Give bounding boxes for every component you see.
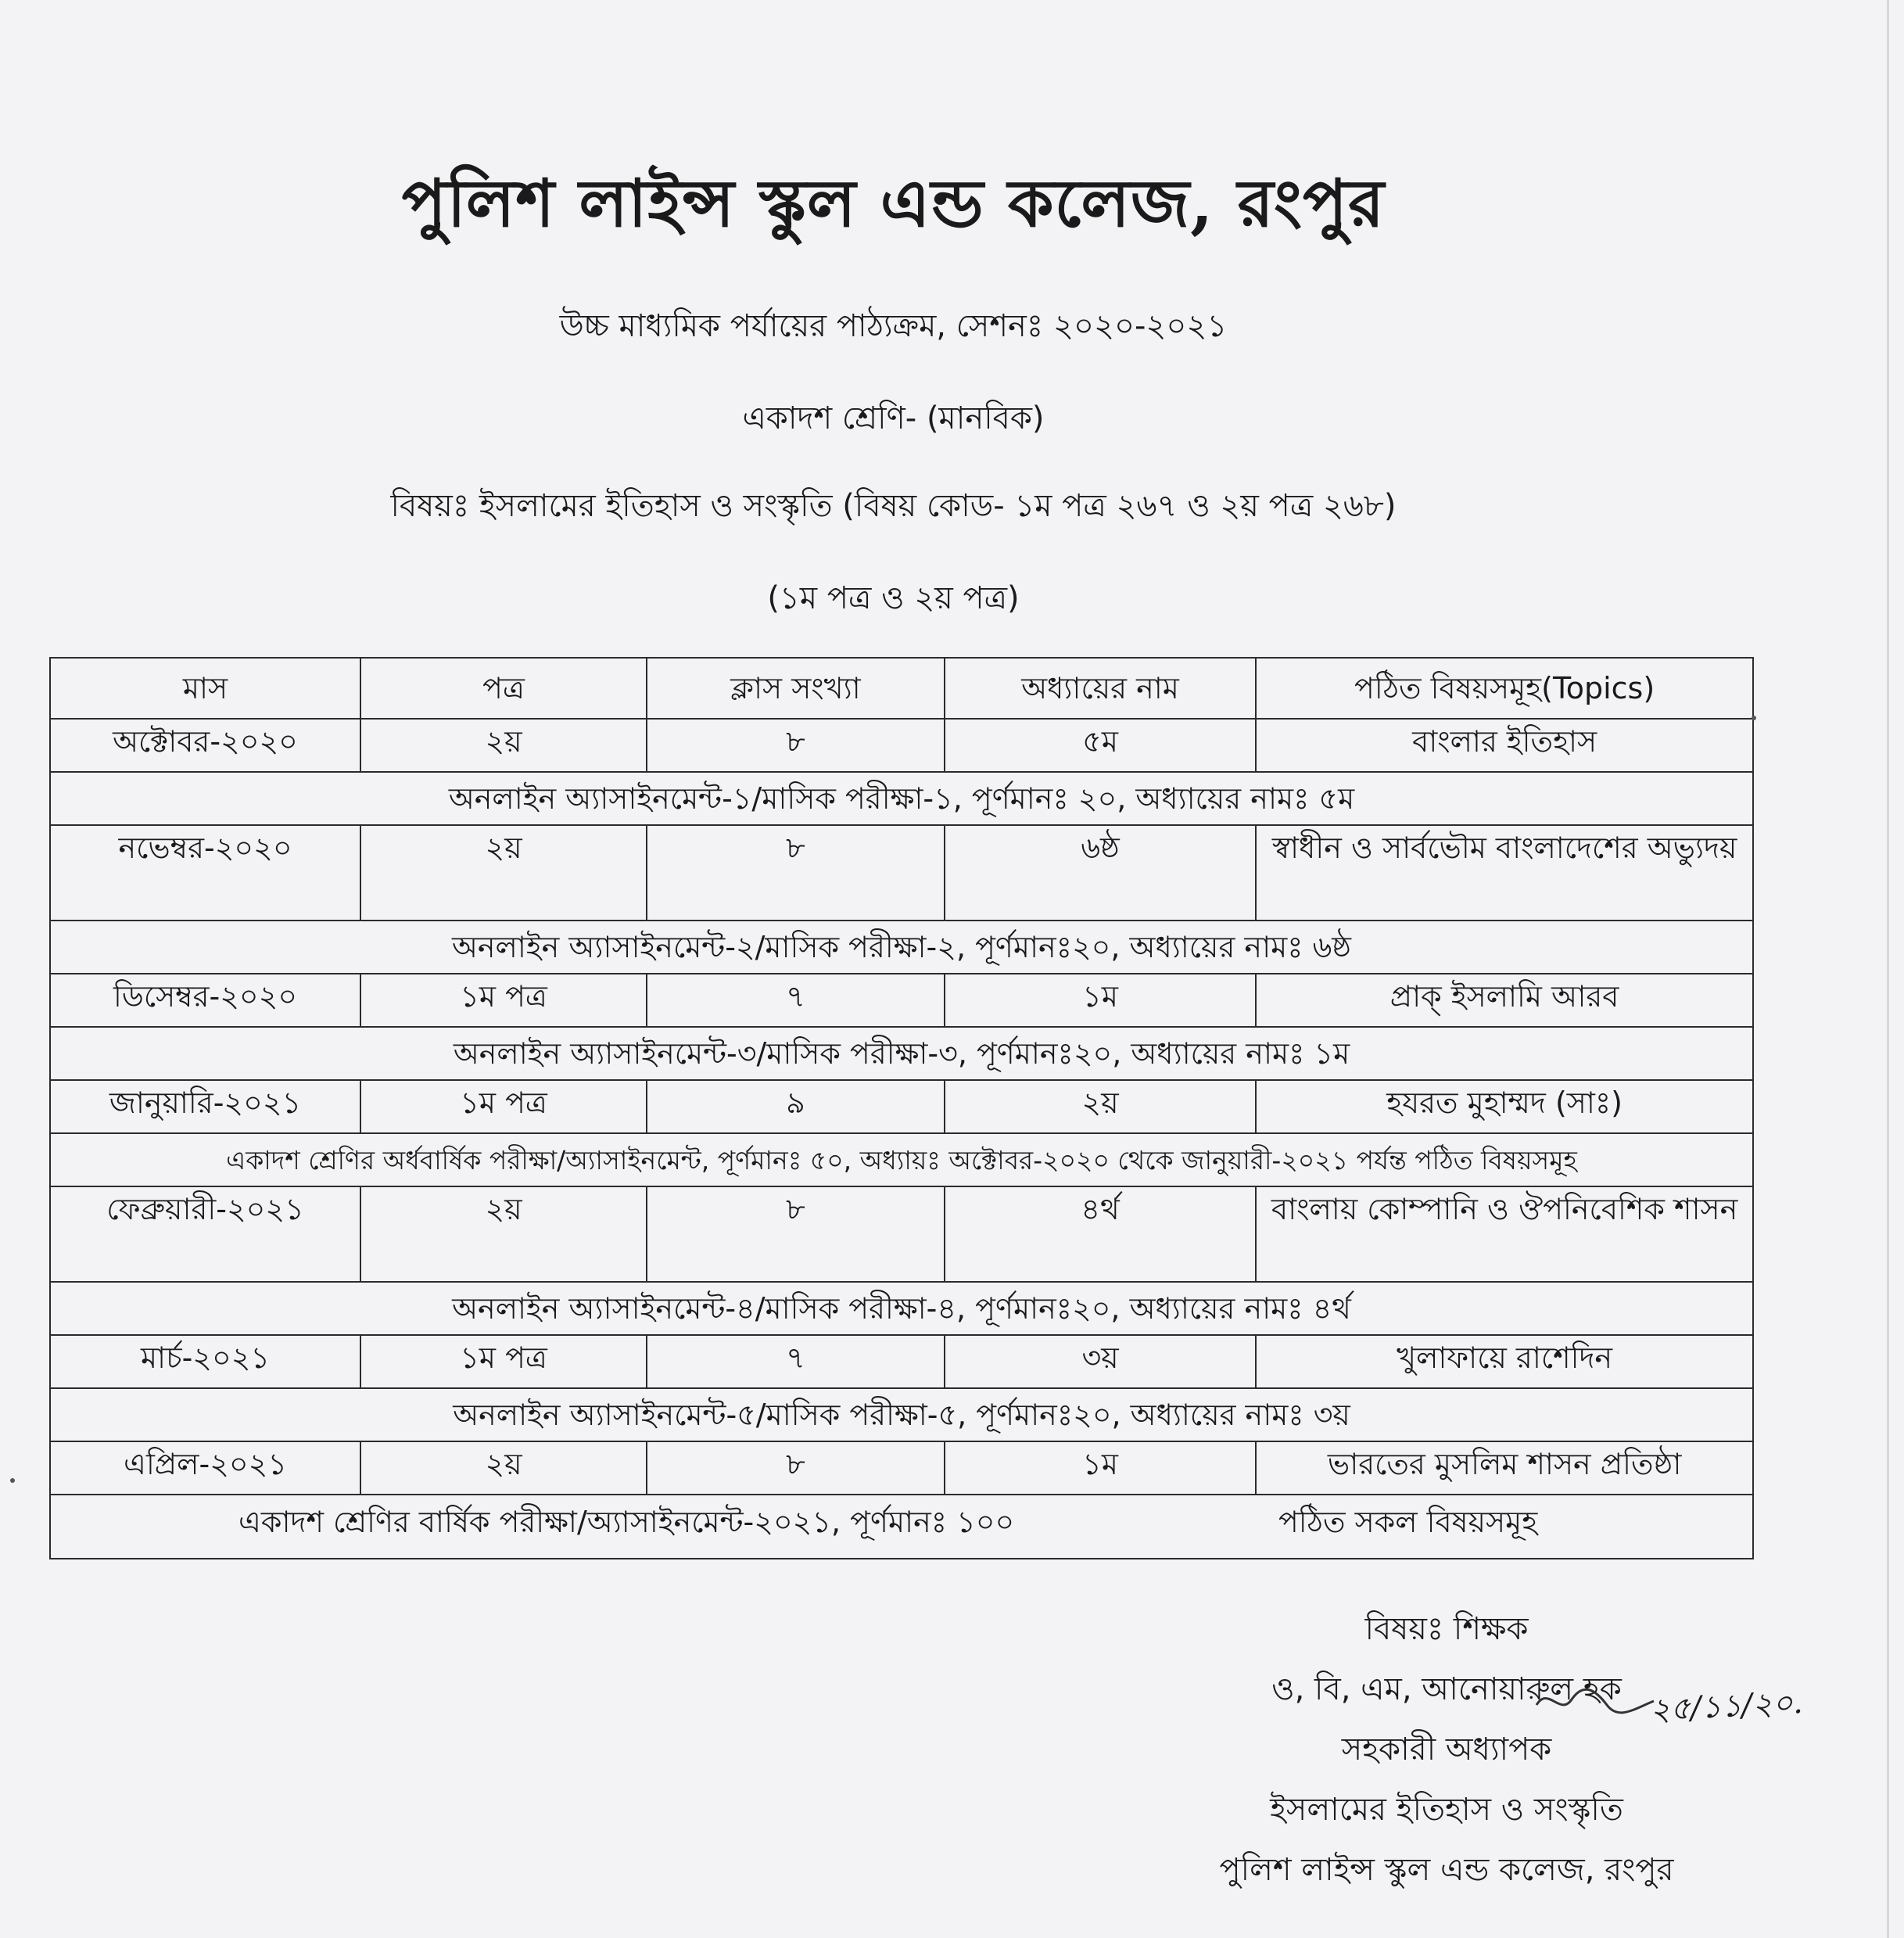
syllabus-table (49, 657, 1754, 1559)
header-chapter: অধ্যায়ের নাম (945, 658, 1256, 719)
header-classes: ক্লাস সংখ্যা (647, 658, 945, 719)
cell-paper: ১ম পত্র (360, 1335, 647, 1388)
table-row (50, 1186, 1753, 1282)
papers-line: (১ম পত্র ও ২য় পত্র) (767, 580, 1020, 616)
cell-topic: বাংলার ইতিহাস (1256, 719, 1753, 772)
speck (10, 1478, 15, 1483)
cell-topic: ভারতের মুসলিম শাসন প্রতিষ্ঠা (1256, 1441, 1753, 1495)
cell-topic: স্বাধীন ও সার্বভৌম বাংলাদেশের অভ্যুদয় (1256, 825, 1753, 921)
assessment-row (50, 772, 1753, 825)
cell-chapter: ৪র্থ (945, 1186, 1256, 1282)
assessment-row (50, 921, 1753, 974)
cell-paper: ১ম পত্র (360, 974, 647, 1027)
cell-month: ফেব্রুয়ারী-২০২১ (50, 1186, 360, 1282)
table-row (50, 1080, 1753, 1133)
cell-assessment: অনলাইন অ্যাসাইনমেন্ট-২/মাসিক পরীক্ষা-২, পূর্ণমানঃ২০, অধ্যায়ের নামঃ ৬ষ্ঠ (50, 921, 1753, 974)
cell-classes: ৯ (647, 1080, 945, 1133)
table-row (50, 974, 1753, 1027)
signature-date: ২৫/১১/২০. (1648, 1684, 1804, 1729)
teacher-department: ইসলামের ইতিহাস ও সংস্কৃতি (1270, 1792, 1623, 1828)
teacher-institution: পুলিশ লাইন্স স্কুল এন্ড কলেজ, রংপুর (1219, 1852, 1674, 1888)
table-row (50, 1335, 1753, 1388)
speck (1752, 716, 1756, 720)
cell-final-exam (50, 1495, 1753, 1559)
cell-month: অক্টোবর-২০২০ (50, 719, 360, 772)
cell-month: নভেম্বর-২০২০ (50, 825, 360, 921)
cell-topic: খুলাফায়ে রাশেদিন (1256, 1335, 1753, 1388)
assessment-row (50, 1027, 1753, 1080)
cell-classes: ৮ (647, 1441, 945, 1495)
cell-assessment: অনলাইন অ্যাসাইনমেন্ট-৫/মাসিক পরীক্ষা-৫, পূর্ণমানঃ২০, অধ্যায়ের নামঃ ৩য় (50, 1388, 1753, 1441)
table-header-row (50, 658, 1753, 719)
teacher-name: ও, বি, এম, আনোয়ারুল হক (1271, 1671, 1622, 1707)
cell-month: মার্চ-২০২১ (50, 1335, 360, 1388)
cell-topic: হযরত মুহাম্মদ (সাঃ) (1256, 1080, 1753, 1133)
table-row (50, 1441, 1753, 1495)
subject-line: বিষয়ঃ ইসলামের ইতিহাস ও সংস্কৃতি (বিষয় কোড- ১ম পত্র ২৬৭ ও ২য় পত্র ২৬৮) (390, 488, 1397, 524)
cell-paper: ২য় (360, 1186, 647, 1282)
class-line: একাদশ শ্রেণি- (মানবিক) (742, 400, 1045, 436)
table-row (50, 719, 1753, 772)
header-paper: পত্র (360, 658, 647, 719)
half-yearly-exam-row (50, 1133, 1753, 1186)
cell-chapter: ২য় (945, 1080, 1256, 1133)
cell-paper: ২য় (360, 719, 647, 772)
cell-paper: ২য় (360, 825, 647, 921)
cell-assessment: অনলাইন অ্যাসাইনমেন্ট-৪/মাসিক পরীক্ষা-৪, পূর্ণমানঃ২০, অধ্যায়ের নামঃ ৪র্থ (50, 1282, 1753, 1335)
teacher-designation: সহকারী অধ্যাপক (1341, 1732, 1552, 1768)
cell-classes: ৭ (647, 1335, 945, 1388)
cell-chapter: ১ম (945, 974, 1256, 1027)
cell-chapter: ৩য় (945, 1335, 1256, 1388)
cell-assessment: একাদশ শ্রেণির অর্ধবার্ষিক পরীক্ষা/অ্যাসাইনমেন্ট, পূর্ণমানঃ ৫০, অধ্যায়ঃ অক্টোবর-২০২০ থেকে জানুয়ারী-২০২১ পর্যন্ত পঠিত বিষয়সমূহ (50, 1133, 1753, 1186)
final-exam-row (50, 1495, 1753, 1559)
cell-assessment: অনলাইন অ্যাসাইনমেন্ট-১/মাসিক পরীক্ষা-১, পূর্ণমানঃ ২০, অধ্যায়ের নামঃ ৫ম (50, 772, 1753, 825)
header-month: মাস (50, 658, 360, 719)
cell-month: ডিসেম্বর-২০২০ (50, 974, 360, 1027)
header-topics: পঠিত বিষয়সমূহ(Topics) (1256, 658, 1753, 719)
cell-chapter: ৬ষ্ঠ (945, 825, 1256, 921)
assessment-row (50, 1282, 1753, 1335)
page-edge (1887, 0, 1889, 1938)
signature-block (1095, 1599, 1798, 1900)
cell-classes: ৮ (647, 719, 945, 772)
final-exam-topics: পঠিত সকল বিষয়সমূহ (1278, 1505, 1538, 1539)
institution-title: পুলিশ লাইন্স স্কুল এন্ড কলেজ, রংপুর (401, 164, 1386, 242)
assessment-row (50, 1388, 1753, 1441)
cell-paper: ২য় (360, 1441, 647, 1495)
table-row (50, 825, 1753, 921)
cell-topic: বাংলায় কোম্পানি ও ঔপনিবেশিক শাসন (1256, 1186, 1753, 1282)
handwritten-signature (1533, 1678, 1658, 1724)
cell-assessment: অনলাইন অ্যাসাইনমেন্ট-৩/মাসিক পরীক্ষা-৩, পূর্ণমানঃ২০, অধ্যায়ের নামঃ ১ম (50, 1027, 1753, 1080)
cell-classes: ৮ (647, 825, 945, 921)
final-exam-label: একাদশ শ্রেণির বার্ষিক পরীক্ষা/অ্যাসাইনমেন্ট-২০২১, পূর্ণমানঃ ১০০ (238, 1505, 1015, 1539)
cell-topic: প্রাক্ ইসলামি আরব (1256, 974, 1753, 1027)
cell-month: জানুয়ারি-২০২১ (50, 1080, 360, 1133)
session-line: উচ্চ মাধ্যমিক পর্যায়ের পাঠ্যক্রম, সেশনঃ ২০২০-২০২১ (559, 308, 1228, 344)
cell-chapter: ১ম (945, 1441, 1256, 1495)
subject-teacher-label: বিষয়ঃ শিক্ষক (1364, 1611, 1529, 1647)
cell-month: এপ্রিল-২০২১ (50, 1441, 360, 1495)
cell-classes: ৭ (647, 974, 945, 1027)
cell-classes: ৮ (647, 1186, 945, 1282)
cell-chapter: ৫ম (945, 719, 1256, 772)
cell-paper: ১ম পত্র (360, 1080, 647, 1133)
